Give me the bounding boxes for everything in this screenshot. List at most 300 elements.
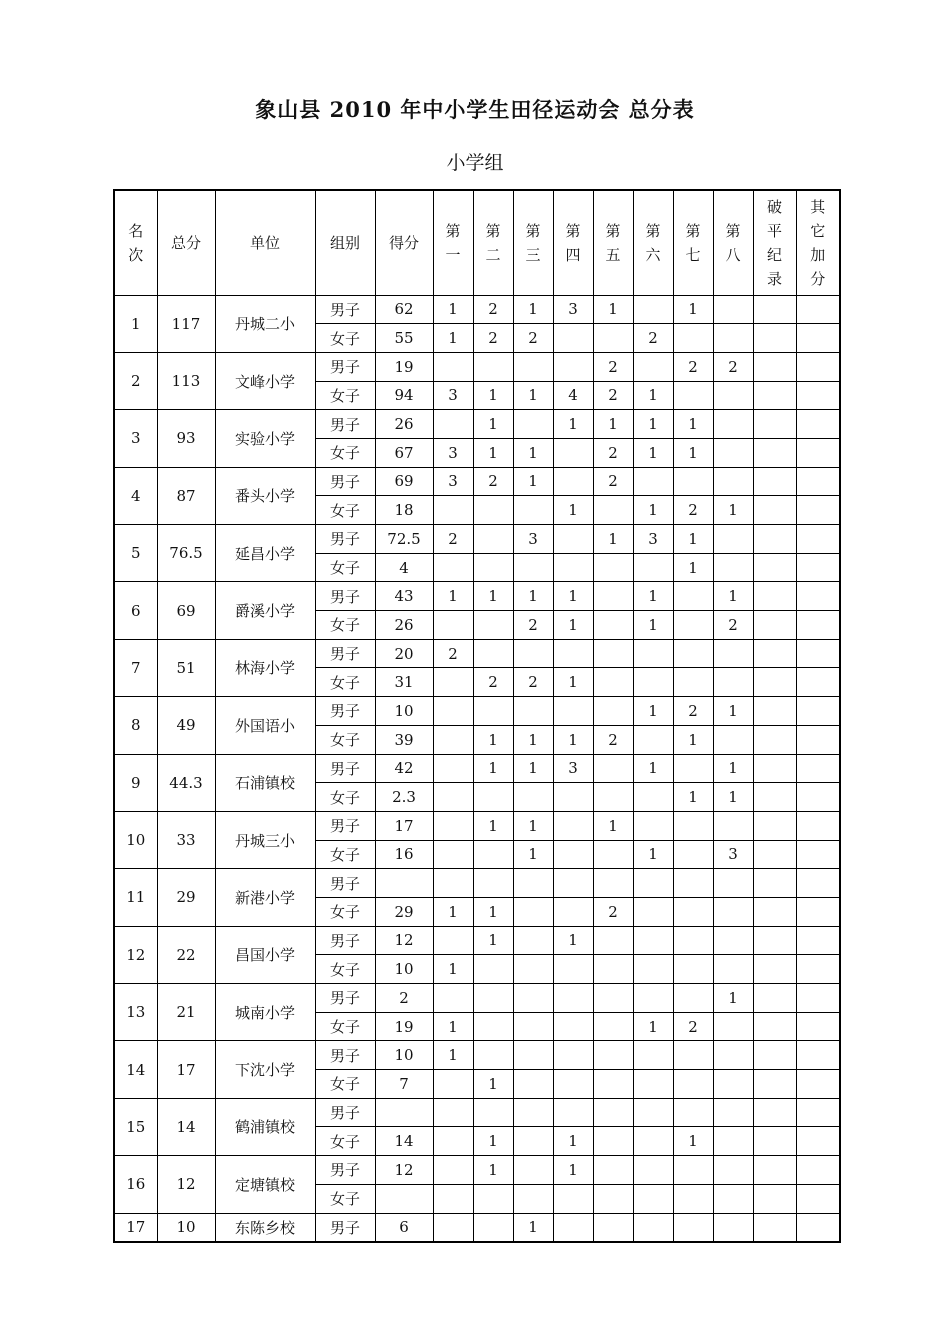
place-6-cell	[633, 1156, 673, 1185]
rank-cell: 1	[114, 295, 157, 352]
place-7-cell	[673, 1041, 713, 1070]
other-cell	[796, 381, 840, 410]
place-5-cell: 2	[593, 725, 633, 754]
place-1-cell	[433, 1184, 473, 1213]
header-place-3: 第 三	[513, 190, 553, 295]
other-cell	[796, 1098, 840, 1127]
place-3-cell	[513, 639, 553, 668]
header-score: 得分	[375, 190, 433, 295]
place-7-cell: 2	[673, 1012, 713, 1041]
place-8-cell	[713, 1213, 753, 1242]
place-7-cell: 1	[673, 1127, 713, 1156]
group-cell: 男子	[315, 869, 375, 898]
place-2-cell	[473, 611, 513, 640]
place-4-cell	[553, 639, 593, 668]
place-7-cell: 1	[673, 725, 713, 754]
score-cell	[375, 869, 433, 898]
record-cell	[753, 668, 796, 697]
score-cell: 94	[375, 381, 433, 410]
total-cell: 113	[157, 352, 215, 409]
other-cell	[796, 897, 840, 926]
place-3-cell	[513, 1127, 553, 1156]
place-2-cell	[473, 1213, 513, 1242]
place-4-cell	[553, 984, 593, 1013]
place-5-cell	[593, 1156, 633, 1185]
table-row	[114, 525, 840, 554]
other-cell	[796, 668, 840, 697]
group-cell: 男子	[315, 1156, 375, 1185]
place-2-cell	[473, 869, 513, 898]
place-5-cell: 2	[593, 352, 633, 381]
place-1-cell	[433, 783, 473, 812]
place-4-cell	[553, 1098, 593, 1127]
place-7-cell: 2	[673, 352, 713, 381]
place-5-cell: 1	[593, 525, 633, 554]
place-1-cell	[433, 1098, 473, 1127]
document-subtitle: 小学组	[446, 152, 504, 174]
place-3-cell: 1	[513, 754, 553, 783]
place-3-cell: 2	[513, 611, 553, 640]
record-cell	[753, 582, 796, 611]
group-cell: 女子	[315, 496, 375, 525]
rank-cell: 3	[114, 410, 157, 467]
place-2-cell	[473, 783, 513, 812]
total-cell: 69	[157, 582, 215, 639]
place-1-cell: 3	[433, 467, 473, 496]
record-cell	[753, 381, 796, 410]
place-8-cell: 1	[713, 754, 753, 783]
place-1-cell	[433, 1127, 473, 1156]
other-cell	[796, 840, 840, 869]
place-7-cell	[673, 611, 713, 640]
place-5-cell	[593, 668, 633, 697]
other-cell	[796, 754, 840, 783]
place-1-cell	[433, 926, 473, 955]
group-cell: 女子	[315, 611, 375, 640]
record-cell	[753, 697, 796, 726]
place-7-cell: 1	[673, 410, 713, 439]
place-5-cell	[593, 496, 633, 525]
place-6-cell	[633, 955, 673, 984]
record-cell	[753, 553, 796, 582]
header-place-5: 第 五	[593, 190, 633, 295]
record-cell	[753, 525, 796, 554]
place-3-cell	[513, 1098, 553, 1127]
place-3-cell	[513, 984, 553, 1013]
place-3-cell: 1	[513, 840, 553, 869]
unit-cell: 鹤浦镇校	[215, 1098, 315, 1155]
place-5-cell	[593, 697, 633, 726]
record-cell	[753, 725, 796, 754]
place-7-cell	[673, 869, 713, 898]
place-3-cell	[513, 869, 553, 898]
record-cell	[753, 1070, 796, 1099]
total-cell: 76.5	[157, 525, 215, 582]
rank-cell: 6	[114, 582, 157, 639]
place-7-cell	[673, 897, 713, 926]
place-4-cell	[553, 553, 593, 582]
record-cell	[753, 467, 796, 496]
group-cell: 男子	[315, 926, 375, 955]
other-cell	[796, 1127, 840, 1156]
group-cell: 女子	[315, 955, 375, 984]
group-cell: 男子	[315, 1041, 375, 1070]
place-4-cell	[553, 897, 593, 926]
score-cell: 4	[375, 553, 433, 582]
place-2-cell: 1	[473, 1070, 513, 1099]
place-4-cell	[553, 1213, 593, 1242]
rank-cell: 14	[114, 1041, 157, 1098]
place-5-cell	[593, 324, 633, 353]
place-3-cell: 1	[513, 438, 553, 467]
rank-cell: 7	[114, 639, 157, 696]
group-cell: 女子	[315, 553, 375, 582]
record-cell	[753, 639, 796, 668]
place-2-cell: 1	[473, 754, 513, 783]
record-cell	[753, 869, 796, 898]
table-row	[114, 754, 840, 783]
place-5-cell	[593, 611, 633, 640]
place-4-cell	[553, 1184, 593, 1213]
place-3-cell: 2	[513, 324, 553, 353]
other-cell	[796, 324, 840, 353]
group-cell: 女子	[315, 840, 375, 869]
place-4-cell: 3	[553, 754, 593, 783]
group-cell: 男子	[315, 1213, 375, 1242]
unit-cell: 城南小学	[215, 984, 315, 1041]
header-place-1: 第 一	[433, 190, 473, 295]
place-8-cell: 1	[713, 783, 753, 812]
record-cell	[753, 754, 796, 783]
rank-cell: 13	[114, 984, 157, 1041]
record-cell	[753, 984, 796, 1013]
score-cell: 10	[375, 955, 433, 984]
rank-cell: 12	[114, 926, 157, 983]
table-row	[114, 984, 840, 1013]
rank-cell: 10	[114, 811, 157, 868]
place-3-cell: 1	[513, 811, 553, 840]
place-5-cell	[593, 984, 633, 1013]
group-cell: 男子	[315, 697, 375, 726]
place-8-cell	[713, 1041, 753, 1070]
place-2-cell	[473, 1012, 513, 1041]
score-cell: 16	[375, 840, 433, 869]
place-3-cell: 1	[513, 1213, 553, 1242]
place-8-cell	[713, 295, 753, 324]
place-4-cell: 1	[553, 611, 593, 640]
place-6-cell	[633, 984, 673, 1013]
place-6-cell: 1	[633, 582, 673, 611]
record-cell	[753, 1127, 796, 1156]
place-7-cell: 1	[673, 525, 713, 554]
total-cell: 22	[157, 926, 215, 983]
place-1-cell: 1	[433, 897, 473, 926]
total-cell: 33	[157, 811, 215, 868]
other-cell	[796, 582, 840, 611]
place-2-cell: 2	[473, 324, 513, 353]
group-cell: 女子	[315, 1012, 375, 1041]
place-2-cell	[473, 352, 513, 381]
record-cell	[753, 840, 796, 869]
score-cell: 43	[375, 582, 433, 611]
total-cell: 51	[157, 639, 215, 696]
place-3-cell	[513, 783, 553, 812]
place-2-cell	[473, 984, 513, 1013]
place-5-cell: 2	[593, 897, 633, 926]
place-4-cell	[553, 1012, 593, 1041]
place-5-cell: 2	[593, 438, 633, 467]
score-cell: 19	[375, 1012, 433, 1041]
place-1-cell	[433, 869, 473, 898]
other-cell	[796, 525, 840, 554]
place-2-cell	[473, 697, 513, 726]
score-cell: 14	[375, 1127, 433, 1156]
place-1-cell: 2	[433, 525, 473, 554]
place-1-cell: 1	[433, 295, 473, 324]
total-cell: 21	[157, 984, 215, 1041]
score-cell: 10	[375, 1041, 433, 1070]
total-cell: 14	[157, 1098, 215, 1155]
table-row	[114, 926, 840, 955]
unit-cell: 定塘镇校	[215, 1156, 315, 1213]
place-7-cell	[673, 1098, 713, 1127]
place-6-cell	[633, 352, 673, 381]
score-cell: 42	[375, 754, 433, 783]
other-cell	[796, 811, 840, 840]
place-6-cell: 1	[633, 754, 673, 783]
place-8-cell	[713, 639, 753, 668]
place-5-cell	[593, 553, 633, 582]
header-record: 破 平 纪 录	[753, 190, 796, 295]
place-3-cell	[513, 553, 553, 582]
score-cell: 26	[375, 410, 433, 439]
record-cell	[753, 410, 796, 439]
other-cell	[796, 1041, 840, 1070]
score-cell: 10	[375, 697, 433, 726]
place-4-cell	[553, 955, 593, 984]
record-cell	[753, 1012, 796, 1041]
place-6-cell	[633, 1184, 673, 1213]
record-cell	[753, 295, 796, 324]
record-cell	[753, 324, 796, 353]
place-4-cell: 1	[553, 410, 593, 439]
other-cell	[796, 697, 840, 726]
place-7-cell	[673, 582, 713, 611]
unit-cell: 丹城三小	[215, 811, 315, 868]
place-4-cell	[553, 324, 593, 353]
score-cell	[375, 1098, 433, 1127]
place-2-cell: 1	[473, 926, 513, 955]
place-1-cell: 2	[433, 639, 473, 668]
rank-cell: 4	[114, 467, 157, 524]
place-5-cell	[593, 926, 633, 955]
other-cell	[796, 926, 840, 955]
other-cell	[796, 438, 840, 467]
place-3-cell: 1	[513, 725, 553, 754]
unit-cell: 外国语小	[215, 697, 315, 754]
group-cell: 女子	[315, 897, 375, 926]
table-row	[114, 869, 840, 898]
header-place-2: 第 二	[473, 190, 513, 295]
header-group: 组别	[315, 190, 375, 295]
group-cell: 女子	[315, 1184, 375, 1213]
place-8-cell: 3	[713, 840, 753, 869]
place-8-cell	[713, 525, 753, 554]
rank-cell: 11	[114, 869, 157, 926]
place-1-cell	[433, 553, 473, 582]
place-4-cell: 1	[553, 582, 593, 611]
place-8-cell: 1	[713, 582, 753, 611]
place-1-cell	[433, 668, 473, 697]
place-7-cell	[673, 811, 713, 840]
score-cell: 55	[375, 324, 433, 353]
place-4-cell: 3	[553, 295, 593, 324]
place-8-cell: 1	[713, 697, 753, 726]
table-row	[114, 467, 840, 496]
place-7-cell: 1	[673, 295, 713, 324]
place-4-cell	[553, 525, 593, 554]
place-8-cell	[713, 897, 753, 926]
group-cell: 男子	[315, 467, 375, 496]
place-4-cell	[553, 352, 593, 381]
place-8-cell	[713, 725, 753, 754]
place-6-cell	[633, 1127, 673, 1156]
rank-cell: 9	[114, 754, 157, 811]
other-cell	[796, 352, 840, 381]
place-4-cell	[553, 467, 593, 496]
score-cell: 26	[375, 611, 433, 640]
group-cell: 女子	[315, 1070, 375, 1099]
score-cell: 62	[375, 295, 433, 324]
place-1-cell	[433, 754, 473, 783]
place-1-cell	[433, 1156, 473, 1185]
record-cell	[753, 611, 796, 640]
score-cell: 39	[375, 725, 433, 754]
place-8-cell	[713, 1098, 753, 1127]
place-1-cell	[433, 410, 473, 439]
place-5-cell	[593, 783, 633, 812]
header-unit: 单位	[215, 190, 315, 295]
place-6-cell: 1	[633, 410, 673, 439]
place-6-cell: 1	[633, 611, 673, 640]
place-3-cell	[513, 1156, 553, 1185]
place-8-cell	[713, 438, 753, 467]
score-cell: 69	[375, 467, 433, 496]
table-row	[114, 1156, 840, 1185]
place-2-cell	[473, 496, 513, 525]
record-cell	[753, 1184, 796, 1213]
place-2-cell: 2	[473, 295, 513, 324]
total-cell: 10	[157, 1213, 215, 1242]
place-4-cell	[553, 438, 593, 467]
group-cell: 男子	[315, 1098, 375, 1127]
group-cell: 女子	[315, 1127, 375, 1156]
record-cell	[753, 926, 796, 955]
place-8-cell: 1	[713, 496, 753, 525]
unit-cell: 林海小学	[215, 639, 315, 696]
group-cell: 男子	[315, 410, 375, 439]
place-7-cell: 1	[673, 783, 713, 812]
header-row	[114, 190, 840, 295]
place-6-cell	[633, 811, 673, 840]
place-5-cell	[593, 1127, 633, 1156]
place-3-cell	[513, 410, 553, 439]
place-1-cell: 1	[433, 955, 473, 984]
place-6-cell: 1	[633, 438, 673, 467]
place-8-cell: 2	[713, 611, 753, 640]
other-cell	[796, 553, 840, 582]
place-6-cell: 1	[633, 697, 673, 726]
place-3-cell: 2	[513, 668, 553, 697]
table-row	[114, 1041, 840, 1070]
other-cell	[796, 1213, 840, 1242]
place-8-cell	[713, 926, 753, 955]
other-cell	[796, 955, 840, 984]
other-cell	[796, 295, 840, 324]
place-5-cell	[593, 1184, 633, 1213]
place-7-cell	[673, 840, 713, 869]
place-7-cell	[673, 926, 713, 955]
place-2-cell: 1	[473, 410, 513, 439]
total-cell: 29	[157, 869, 215, 926]
unit-cell: 昌国小学	[215, 926, 315, 983]
place-2-cell: 1	[473, 811, 513, 840]
place-3-cell	[513, 352, 553, 381]
record-cell	[753, 438, 796, 467]
table-row	[114, 1213, 840, 1242]
place-6-cell: 2	[633, 324, 673, 353]
place-6-cell: 1	[633, 496, 673, 525]
place-2-cell	[473, 955, 513, 984]
score-cell: 18	[375, 496, 433, 525]
other-cell	[796, 1184, 840, 1213]
header-place-8: 第 八	[713, 190, 753, 295]
place-2-cell: 2	[473, 467, 513, 496]
place-1-cell	[433, 352, 473, 381]
table-row	[114, 582, 840, 611]
place-7-cell	[673, 955, 713, 984]
place-1-cell	[433, 840, 473, 869]
group-cell: 女子	[315, 725, 375, 754]
record-cell	[753, 496, 796, 525]
place-5-cell	[593, 1213, 633, 1242]
place-3-cell: 1	[513, 381, 553, 410]
total-cell: 87	[157, 467, 215, 524]
total-cell: 117	[157, 295, 215, 352]
table-row	[114, 1098, 840, 1127]
header-place-6: 第 六	[633, 190, 673, 295]
place-7-cell	[673, 1070, 713, 1099]
place-4-cell	[553, 1070, 593, 1099]
place-4-cell: 1	[553, 496, 593, 525]
rank-cell: 2	[114, 352, 157, 409]
header-total: 总分	[157, 190, 215, 295]
place-7-cell	[673, 668, 713, 697]
group-cell: 男子	[315, 352, 375, 381]
total-cell: 93	[157, 410, 215, 467]
document-title: 象山县 2010 年中小学生田径运动会 总分表	[255, 97, 695, 122]
place-2-cell	[473, 840, 513, 869]
score-cell: 72.5	[375, 525, 433, 554]
table-row	[114, 811, 840, 840]
place-8-cell	[713, 1184, 753, 1213]
table-row	[114, 352, 840, 381]
score-cell: 29	[375, 897, 433, 926]
group-cell: 女子	[315, 438, 375, 467]
record-cell	[753, 1156, 796, 1185]
place-5-cell: 1	[593, 811, 633, 840]
other-cell	[796, 1070, 840, 1099]
